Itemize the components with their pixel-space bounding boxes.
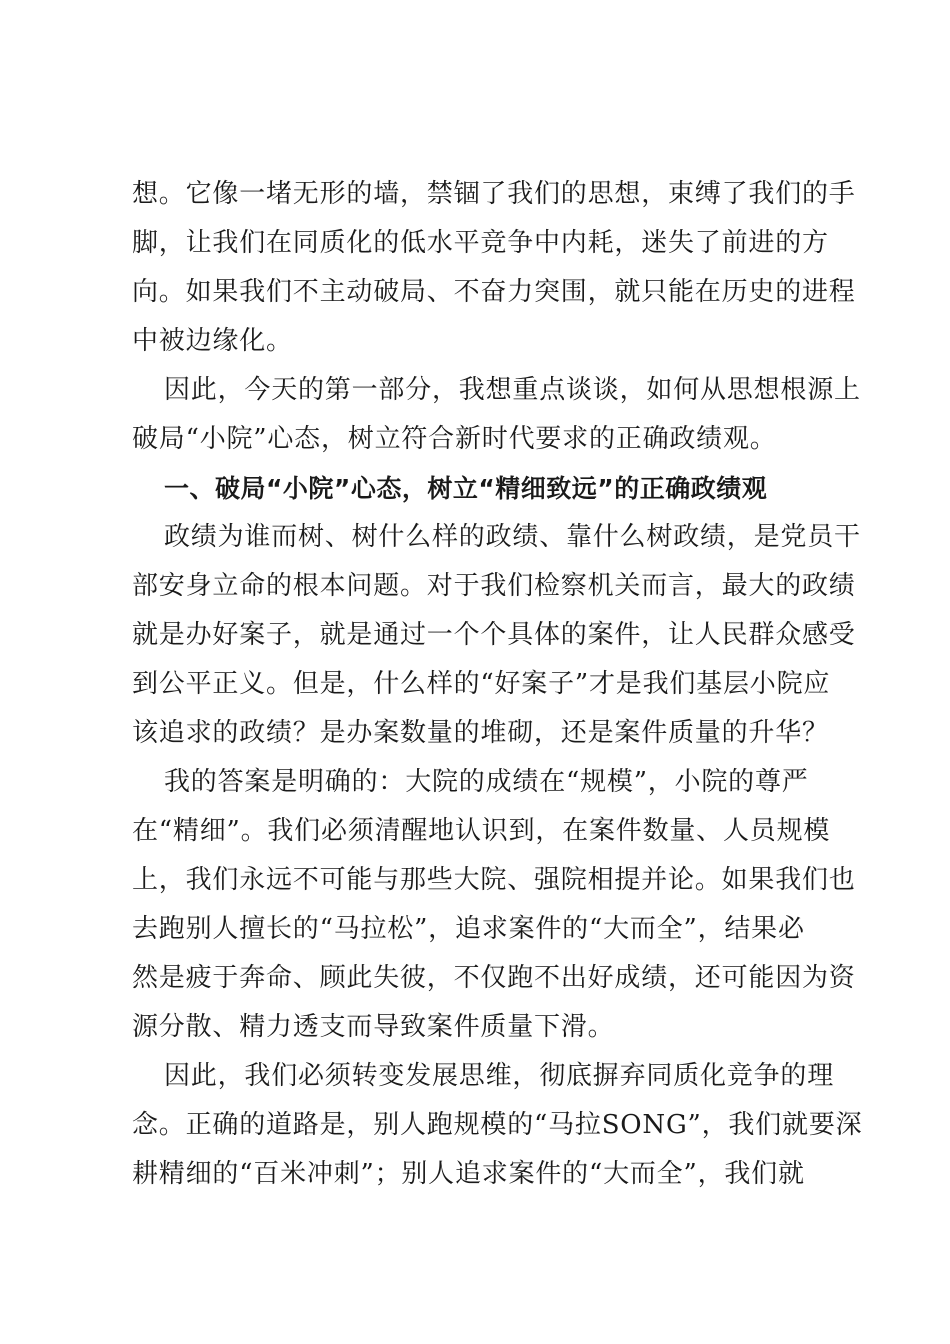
text-line: 因此，我们必须转变发展思维，彻底摒弃同质化竞争的理 bbox=[164, 1061, 835, 1091]
text-line: 在“精细”。我们必须清醒地认识到，在案件数量、人员规模 bbox=[132, 816, 831, 846]
text-line: 我的答案是明确的：大院的成绩在“规模”，小院的尊严 bbox=[164, 767, 809, 797]
text-line: 源分散、精力透支而导致案件质量下滑。 bbox=[132, 1012, 615, 1042]
text-line: 然是疲于奔命、顾此失彼，不仅跑不出好成绩，还可能因为资 bbox=[132, 963, 856, 993]
text-line: 到公平正义。但是，什么样的“好案子”才是我们基层小院应 bbox=[132, 669, 831, 699]
text-line: 念。正确的道路是，别人跑规模的“马拉SONG”，我们就要深 bbox=[132, 1110, 863, 1140]
text-line: 因此，今天的第一部分，我想重点谈谈，如何从思想根源上 bbox=[164, 375, 861, 405]
text-line: 政绩为谁而树、树什么样的政绩、靠什么树政绩，是党员干 bbox=[164, 522, 861, 552]
text-line: 破局“小院”心态，树立符合新时代要求的正确政绩观。 bbox=[132, 424, 777, 454]
text-line: 想。它像一堵无形的墙，禁锢了我们的思想，束缚了我们的手 bbox=[132, 179, 856, 209]
text-line: 耕精细的“百米冲刺”；别人追求案件的“大而全”，我们就 bbox=[132, 1159, 805, 1189]
text-line: 中被边缘化。 bbox=[132, 326, 293, 356]
text-line: 脚，让我们在同质化的低水平竞争中内耗，迷失了前进的方 bbox=[132, 228, 829, 258]
text-line: 去跑别人擅长的“马拉松”，追求案件的“大而全”，结果必 bbox=[132, 914, 805, 944]
text-line: 向。如果我们不主动破局、不奋力突围，就只能在历史的进程 bbox=[132, 277, 856, 307]
text-line: 该追求的政绩？是办案数量的堆砌，还是案件质量的升华？ bbox=[132, 718, 829, 748]
text-line: 部安身立命的根本问题。对于我们检察机关而言，最大的政绩 bbox=[132, 571, 856, 601]
section-heading: 一、破局“小院”心态，树立“精细致远”的正确政绩观 bbox=[164, 474, 768, 503]
document-body bbox=[132, 170, 863, 1199]
text-line: 就是办好案子，就是通过一个个具体的案件，让人民群众感受 bbox=[132, 620, 856, 650]
text-line: 上，我们永远不可能与那些大院、强院相提并论。如果我们也 bbox=[132, 865, 856, 895]
